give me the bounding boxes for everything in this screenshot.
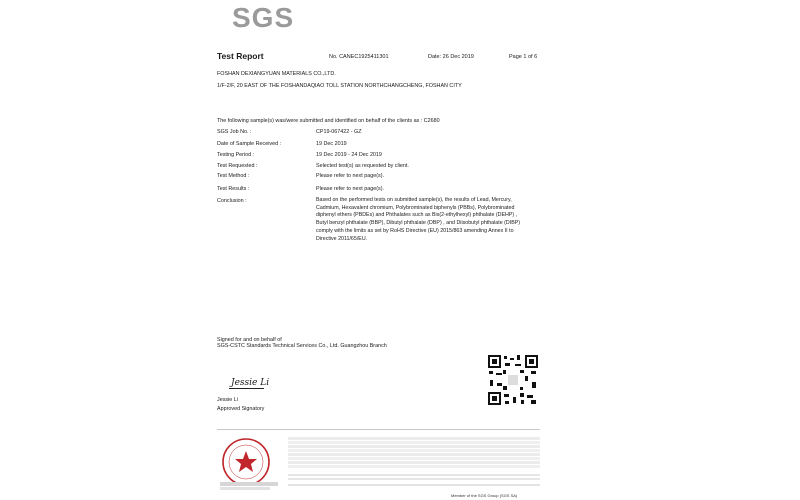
signatory-name: Jessie Li — [217, 397, 238, 403]
conclusion-text: Based on the performed tests on submitted sample(s), the results of Lead, Mercury, Cadmium, Hexavalent chromium, Polybrominated biphenyls (PBBs), Polybrominated diphenyl ethers (PBDEs) and Phthalates such as Bis(2-ethylhexyl) phthalate (DEHP) , Butyl benzyl phthalate (BBP), Dibutyl phthalate (DBP) , and Diisobutyl phthalate (DIBP) comply with the limits as set by RoHS Directive (EU) 2015/863 amending Annex II to Directive 2011/65/EU. — [316, 197, 521, 242]
report-number: No. CANEC1925411301 — [329, 54, 389, 60]
page-number: Page 1 of 6 — [509, 54, 538, 60]
test-results-value: Please refer to next page(s). — [316, 186, 385, 192]
sgs-logo: SGS — [232, 2, 295, 33]
report-title: Test Report — [217, 51, 264, 61]
footer-divider — [217, 429, 540, 430]
signature-line — [229, 388, 264, 389]
test-method-value: Please refer to next page(s). — [316, 173, 385, 179]
testing-period-label: Testing Period : — [217, 152, 255, 158]
testing-period-value: 19 Dec 2019 - 24 Dec 2019 — [316, 152, 382, 158]
signed-on-behalf: Signed for and on behalf of — [217, 337, 282, 343]
footer-band — [288, 484, 540, 486]
signatory-title: Approved Signatory — [217, 406, 265, 412]
test-requested-value: Selected test(s) as requested by client. — [316, 163, 409, 169]
handwritten-signature: Jessie Li — [231, 378, 270, 388]
conclusion-label: Conclusion : — [217, 198, 247, 204]
company-branch: SGS-CSTC Standards Technical Services Co., Ltd. Guangzhou Branch — [217, 343, 387, 349]
official-stamp-icon — [218, 436, 278, 492]
received-value: 19 Dec 2019 — [316, 141, 347, 147]
address-fine-print — [288, 474, 540, 482]
terms-fine-print — [288, 437, 540, 468]
test-results-label: Test Results : — [217, 186, 250, 192]
report-date: Date: 26 Dec 2019 — [428, 54, 474, 60]
client-address: 1/F-2/F, 20 EAST OF THE FOSHANDAQIAO TOLL STATION NORTHCHANGCHENG, FOSHAN CITY — [217, 83, 462, 89]
sample-intro: The following sample(s) was/were submitted and identified on behalf of the clients as : C2680 — [217, 118, 440, 124]
received-label: Date of Sample Received : — [217, 141, 282, 147]
test-requested-label: Test Requested : — [217, 163, 258, 169]
job-no-label: SGS Job No. : — [217, 129, 252, 135]
client-name: FOSHAN DEXIANGYUAN MATERIALS CO.,LTD. — [217, 71, 336, 77]
sgs-member-note: Member of the SGS Group (SGS SA) — [451, 493, 518, 498]
qr-code-icon — [487, 354, 539, 406]
test-method-label: Test Method : — [217, 173, 250, 179]
job-no-value: CP19-067422 - GZ — [316, 129, 362, 135]
